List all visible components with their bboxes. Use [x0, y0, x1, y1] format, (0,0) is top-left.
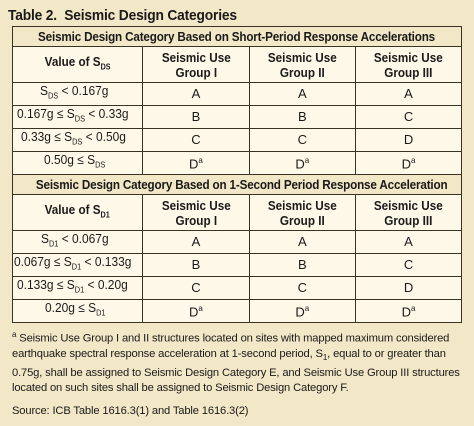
column-header-value: Value of $S_{DS}$ — [13, 47, 143, 83]
table-number: Table 2. — [8, 7, 57, 24]
category-cell-group-2: C — [249, 277, 355, 300]
value-range-cell: $0.50g \le S_{DS}$ — [13, 152, 143, 175]
category-cell-group-1: A — [143, 83, 249, 106]
column-header-group-2: Seismic Use Group II — [249, 195, 355, 231]
footnote-a: $^a$ Seismic Use Group I and II structures located on sites with mapped maximum considered earthquake spectral response acceleration at 1-second period, $S_1$, equal to or greater than 0.75g, shall be assigned to Seismic Design Category E, and Seismic Use Group III structures located on such sites shall be assigned to Seismic Design Category F. — [12, 330, 460, 395]
category-cell-group-3: A — [356, 83, 462, 106]
category-cell-group-2: B — [249, 106, 355, 129]
value-range-cell: $0.33g \le S_{DS} < 0.50g$ — [13, 129, 143, 152]
section-heading-one-second: Seismic Design Category Based on 1-Second Period Response Acceleration — [13, 175, 462, 195]
category-cell-group-1: B — [143, 106, 249, 129]
table-row — [13, 277, 462, 300]
category-cell-group-2: $D^a$ — [249, 300, 355, 323]
source-note: Source: ICB Table 1616.3(1) and Table 1616.3(2) — [12, 404, 249, 417]
table-row — [13, 106, 462, 129]
category-cell-group-2: A — [249, 83, 355, 106]
footnotes — [12, 327, 462, 419]
category-cell-group-3: $D^a$ — [356, 300, 462, 323]
category-cell-group-1: $D^a$ — [143, 152, 249, 175]
category-cell-group-3: D — [356, 129, 462, 152]
column-header-group-1: Seismic Use Group I — [143, 195, 249, 231]
value-range-cell: $0.167g \le S_{DS} < 0.33g$ — [13, 106, 143, 129]
value-range-cell: $0.067g \le S_{D1} < 0.133g$ — [13, 254, 143, 277]
category-cell-group-1: B — [143, 254, 249, 277]
table-row — [13, 83, 462, 106]
category-cell-group-1: A — [143, 231, 249, 254]
table-row — [13, 152, 462, 175]
category-cell-group-3: C — [356, 106, 462, 129]
column-header-group-3: Seismic Use Group III — [356, 47, 462, 83]
column-header-group-1: Seismic Use Group I — [143, 47, 249, 83]
category-cell-group-1: C — [143, 277, 249, 300]
seismic-table — [12, 26, 462, 323]
value-range-cell: $S_{D1} < 0.067g$ — [13, 231, 143, 254]
category-cell-group-3: A — [356, 231, 462, 254]
section-heading-short-period: Seismic Design Category Based on Short-Period Response Accelerations — [13, 27, 462, 47]
table-title — [8, 6, 426, 26]
category-cell-group-3: $D^a$ — [356, 152, 462, 175]
category-cell-group-1: $D^a$ — [143, 300, 249, 323]
value-range-cell: $0.133g \le S_{D1} < 0.20g$ — [13, 277, 143, 300]
category-cell-group-2: A — [249, 231, 355, 254]
column-header-group-3: Seismic Use Group III — [356, 195, 462, 231]
category-cell-group-1: C — [143, 129, 249, 152]
category-cell-group-3: C — [356, 254, 462, 277]
category-cell-group-3: D — [356, 277, 462, 300]
table-name: Seismic Design Categories — [64, 7, 237, 24]
value-range-cell: $0.20g \le S_{D1}$ — [13, 300, 143, 323]
table-row — [13, 300, 462, 323]
table-row — [13, 129, 462, 152]
category-cell-group-2: B — [249, 254, 355, 277]
column-header-value: Value of $S_{D1}$ — [13, 195, 143, 231]
column-header-group-2: Seismic Use Group II — [249, 47, 355, 83]
category-cell-group-2: C — [249, 129, 355, 152]
table-row — [13, 231, 462, 254]
value-range-cell: $S_{DS} < 0.167g$ — [13, 83, 143, 106]
category-cell-group-2: $D^a$ — [249, 152, 355, 175]
table-row — [13, 254, 462, 277]
